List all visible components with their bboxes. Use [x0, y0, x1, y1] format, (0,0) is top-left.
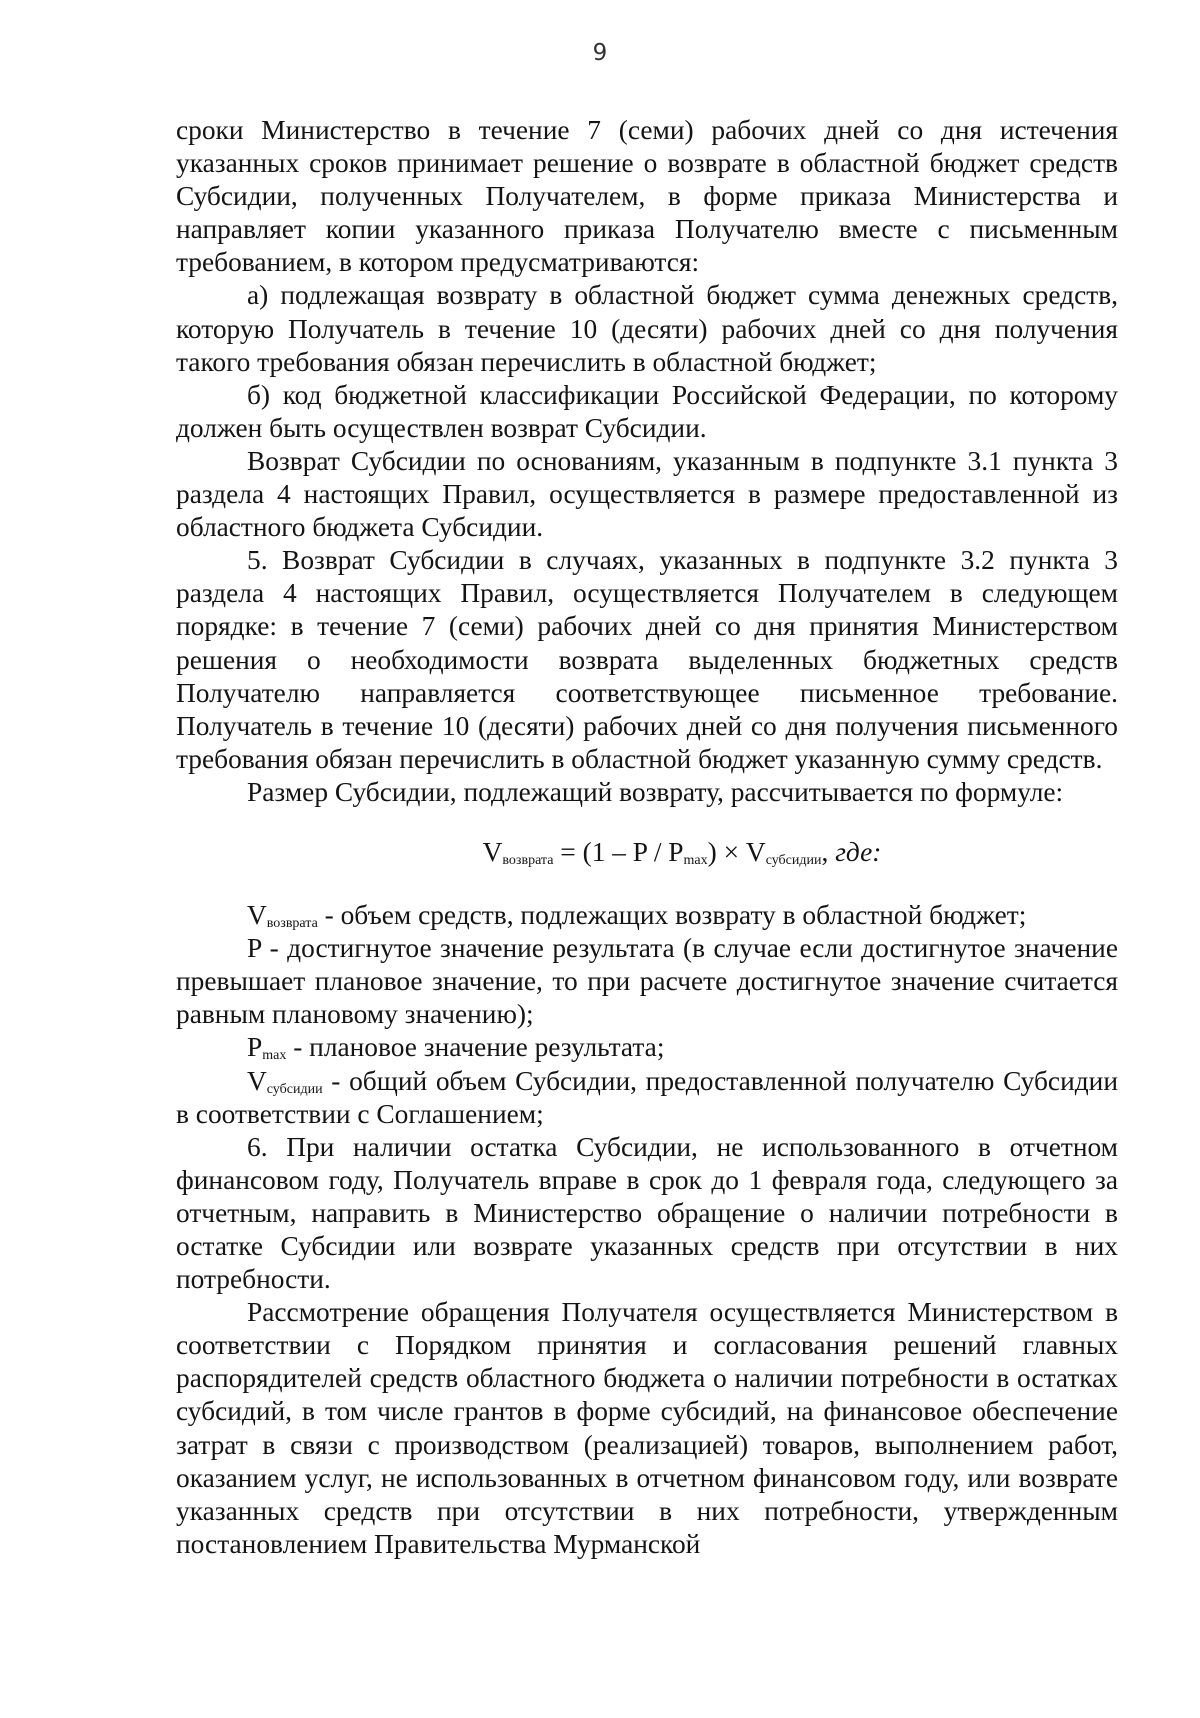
definition-symbol: V: [247, 900, 267, 931]
page-number: 9: [592, 40, 608, 66]
paragraph-continuation: сроки Министерство в течение 7 (семи) рабочих дней со дня истечения указанных сроков принимает решение о возврате в областной бюджет средств Субсидии, полученных Получателем, в форме приказа Министерства и направляет копии указанного приказа Получателю вместе с письменным требованием, в котором предусматриваются:: [176, 115, 1118, 278]
formula-pmax-subscript: max: [683, 852, 708, 868]
paragraph-section-6: 6. При наличии остатка Субсидии, не использованного в отчетном финансовом году, Получатель вправе в срок до 1 февраля года, следующего за отчетным, направить в Министерство обращение о наличии потребности в остатке Субсидии или возврате указанных средств при отсутствии в них потребности.: [176, 1131, 1118, 1295]
definition-symbol: P: [247, 1032, 263, 1063]
definition-v-subsidy: [176, 1065, 1118, 1131]
return-formula: [176, 836, 1118, 869]
formula-v-subscript: возврата: [502, 852, 554, 868]
paragraph-item-a: а) подлежащая возврату в областной бюджет сумма денежных средств, которую Получатель в течение 10 (десяти) рабочих дней со дня получения такого требования обязан перечислить в областной бюджет;: [176, 280, 1118, 377]
formula-middle: = (1 – P / P: [553, 836, 684, 867]
definition-subscript: субсидии: [266, 1081, 323, 1097]
formula-where: где:: [835, 836, 882, 867]
formula-tail: ,: [821, 836, 836, 867]
paragraph-return-grounds: Возврат Субсидии по основаниям, указанным в подпункте 3.1 пункта 3 раздела 4 настоящих Правил, осуществляется в размере предоставленной из областного бюджета Субсидии.: [176, 445, 1118, 543]
paragraph-item-b: б) код бюджетной классификации Российской Федерации, по которому должен быть осуществлен возврат Субсидии.: [176, 379, 1118, 443]
definition-text: - общий объем Субсидии, предоставленной получателю Субсидии в соответствии с Соглашением;: [176, 1065, 1118, 1129]
definition-pmax: [176, 1031, 1118, 1064]
paragraph-review: Рассмотрение обращения Получателя осуществляется Министерством в соответствии с Порядком принятия и согласования решений главных распорядителей средств областного бюджета о наличии потребности в остатках субсидий, в том числе грантов в форме субсидий, на финансовое обеспечение затрат в связи с производством (реализацией) товаров, выполнением работ, оказанием услуг, не использованных в отчетном финансовом году, или возврате указанных средств при отсутствии в них потребности, утвержденным постановлением Правительства Мурманской: [176, 1297, 1118, 1559]
definition-symbol: V: [247, 1065, 267, 1096]
formula-v-symbol: V: [482, 836, 503, 867]
paragraph-formula-intro: Размер Субсидии, подлежащий возврату, рассчитывается по формуле:: [247, 776, 1064, 807]
document-body: [176, 114, 1118, 1561]
formula-vsub-subscript: субсидии: [765, 852, 822, 868]
paragraph-section-5: 5. Возврат Субсидии в случаях, указанных в подпункте 3.2 пункта 3 раздела 4 настоящих Правил, осуществляется Получателем в следующем порядке: в течение 7 (семи) рабочих дней со дня принятия Министерством решения о необходимости возврата выделенных бюджетных средств Получателю направляется соответствующее письменное требование. Получатель в течение 10 (десяти) рабочих дней со дня получения письменного требования обязан перечислить в областной бюджет указанную сумму средств.: [176, 545, 1118, 774]
definition-subscript: max: [262, 1048, 287, 1064]
definition-p: P - достигнутое значение результата (в случае если достигнутое значение превышает плановое значение, то при расчете достигнутое значение считается равным плановому значению);: [176, 933, 1118, 1030]
definition-text: - плановое значение результата;: [286, 1032, 665, 1063]
definition-subscript: возврата: [266, 916, 318, 932]
formula-after: ) × V: [707, 836, 766, 867]
definition-text: - объем средств, подлежащих возврату в областной бюджет;: [317, 900, 1027, 931]
definition-v-return: [176, 899, 1118, 932]
